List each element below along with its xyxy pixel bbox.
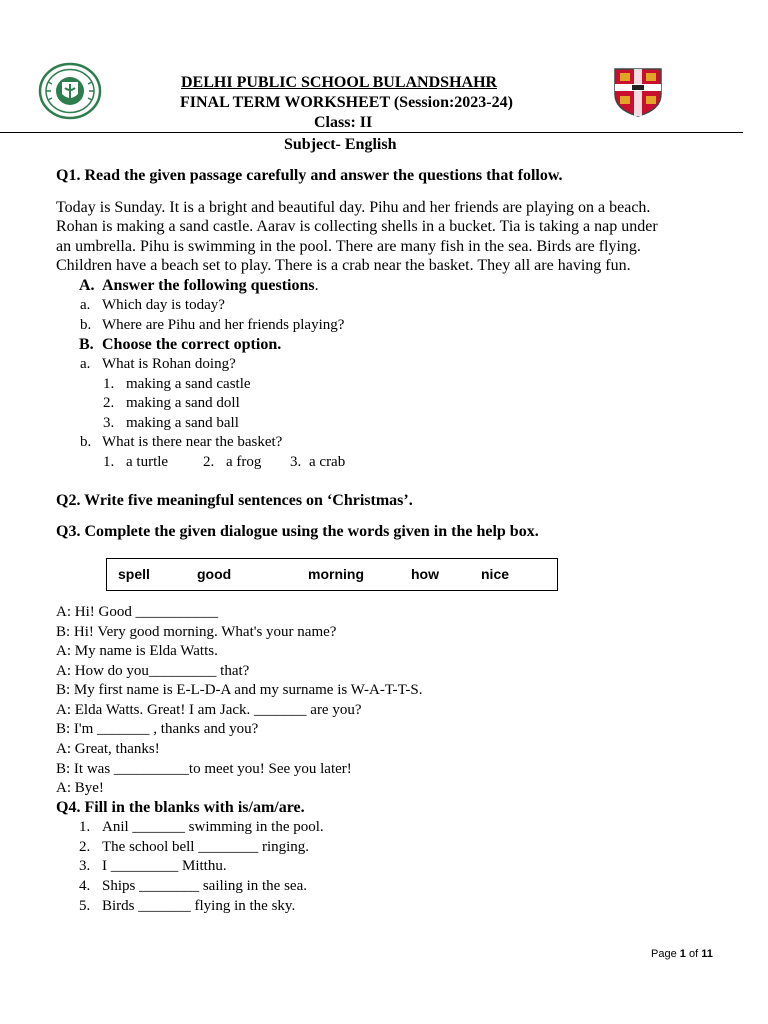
of-label: of xyxy=(688,948,699,960)
dialogue-line: B: Hi! Very good morning. What's your name? xyxy=(56,624,337,640)
dialogue-line: A: Elda Watts. Great! I am Jack. _______ are you? xyxy=(56,702,362,718)
list-item: Where are Pihu and her friends playing? xyxy=(102,317,345,333)
list-marker: 2. xyxy=(79,839,91,855)
header-divider xyxy=(0,132,743,133)
option-marker: 1. xyxy=(103,376,115,392)
dialogue-line: A: How do you_________ that? xyxy=(56,663,250,679)
part-b-title: Choose the correct option. xyxy=(102,336,282,353)
option-marker: 1. xyxy=(103,454,115,470)
dialogue-line: A: Bye! xyxy=(56,780,104,796)
worksheet-title-text: FINAL TERM WORKSHEET (Session:2023-24) xyxy=(180,94,513,111)
part-a-title xyxy=(102,277,319,295)
q4-title: Q4. Fill in the blanks with is/am/are. xyxy=(56,799,305,816)
list-item: The school bell ________ ringing. xyxy=(102,839,310,855)
option-text: making a sand doll xyxy=(126,395,240,411)
option-text: making a sand castle xyxy=(126,376,251,392)
subject-label: Subject- English xyxy=(284,136,397,153)
option-text: a turtle xyxy=(126,454,169,470)
help-word: good xyxy=(197,566,232,582)
worksheet-title xyxy=(180,94,513,112)
list-marker: a. xyxy=(80,356,91,372)
passage-line: Rohan is making a sand castle. Aarav is collecting shells in a bucket. Tia is taking a nap under xyxy=(56,218,658,235)
option-text: making a sand ball xyxy=(126,415,239,431)
list-marker: b. xyxy=(80,317,92,333)
school-name: DELHI PUBLIC SCHOOL BULANDSHAHR xyxy=(181,74,498,91)
list-marker: 1. xyxy=(79,819,91,835)
list-item: I _________ Mitthu. xyxy=(102,858,227,874)
list-item: Anil _______ swimming in the pool. xyxy=(102,819,324,835)
help-word: nice xyxy=(481,566,510,582)
list-marker: b. xyxy=(80,434,92,450)
list-item: Ships ________ sailing in the sea. xyxy=(102,878,307,894)
dialogue-line: A: My name is Elda Watts. xyxy=(56,643,218,659)
list-item: Which day is today? xyxy=(102,297,225,313)
help-word: spell xyxy=(118,566,150,582)
page-number: 1 xyxy=(679,948,686,960)
crest-logo xyxy=(612,66,664,118)
q2-title: Q2. Write five meaningful sentences on ‘Christmas’. xyxy=(56,492,413,509)
list-marker: 5. xyxy=(79,898,91,914)
dialogue-line: B: I'm _______ , thanks and you? xyxy=(56,721,259,737)
dialogue-line: B: It was __________to meet you! See you later! xyxy=(56,761,352,777)
list-item: What is there near the basket? xyxy=(102,434,283,450)
list-marker: 3. xyxy=(79,858,91,874)
passage-line: an umbrella. Pihu is swimming in the pool. There are many fish in the sea. Birds are flying. xyxy=(56,238,641,255)
page-footer xyxy=(651,948,713,960)
passage-line: Today is Sunday. It is a bright and beautiful day. Pihu and her friends are playing on a beach. xyxy=(56,199,651,216)
part-a-title-text: Answer the following questions xyxy=(102,277,315,294)
list-marker: 4. xyxy=(79,878,91,894)
class-label: Class: II xyxy=(314,114,373,131)
option-marker: 2. xyxy=(103,395,115,411)
option-marker: 3. xyxy=(103,415,115,431)
page-label: Page xyxy=(651,948,677,960)
dialogue-line: B: My first name is E-L-D-A and my surname is W-A-T-T-S. xyxy=(56,682,423,698)
option-text: a crab xyxy=(309,454,346,470)
part-a-title-suffix: . xyxy=(314,277,319,294)
q3-title: Q3. Complete the given dialogue using the words given in the help box. xyxy=(56,523,539,540)
list-item: Birds _______ flying in the sky. xyxy=(102,898,296,914)
part-b-label: B. xyxy=(79,336,94,353)
passage-line: Children have a beach set to play. There is a crab near the basket. They all are having fun. xyxy=(56,257,631,274)
option-marker: 3. xyxy=(290,454,302,470)
option-marker: 2. xyxy=(203,454,215,470)
list-item: What is Rohan doing? xyxy=(102,356,236,372)
dialogue-line: A: Great, thanks! xyxy=(56,741,160,757)
part-a-label: A. xyxy=(79,277,95,294)
school-logo xyxy=(38,62,102,120)
q1-title: Q1. Read the given passage carefully and answer the questions that follow. xyxy=(56,167,563,184)
list-marker: a. xyxy=(80,297,91,313)
dialogue-line: A: Hi! Good ___________ xyxy=(56,604,219,620)
option-text: a frog xyxy=(226,454,262,470)
help-word: how xyxy=(411,566,439,582)
page-total: 11 xyxy=(701,948,713,960)
help-word: morning xyxy=(308,566,364,582)
